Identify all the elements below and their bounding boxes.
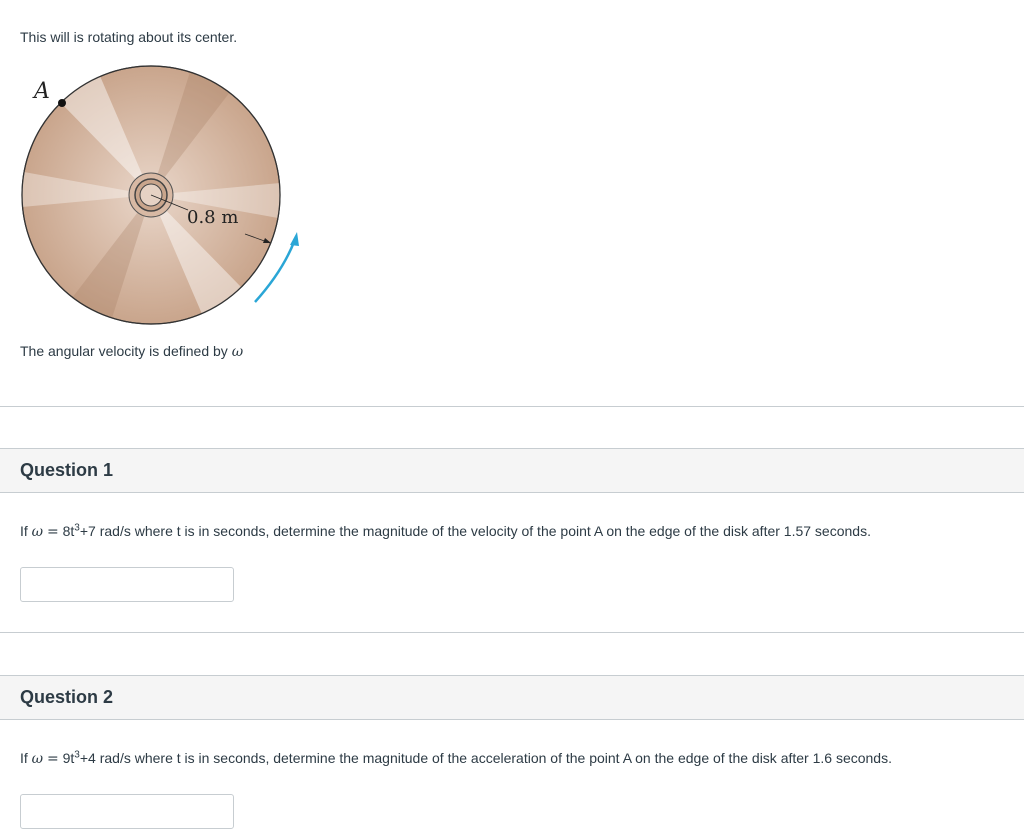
question-1-omega: ω [31,524,44,540]
question-2-omega: ω [31,751,44,767]
omega-definition [20,343,243,360]
question-2-coef: 9t [62,750,75,766]
question-2-rest: +4 rad/s where t is in seconds, determine the magnitude of the acceleration of the point A on the edge of the disk after 1.6 seconds. [79,750,892,766]
question-1-coef: 8t [62,523,75,539]
divider [0,632,1024,633]
question-1-title: Question 1 [20,460,114,480]
question-1-header [0,448,1024,493]
question-2-header [0,675,1024,720]
question-2-equals: = [46,751,59,767]
omega-sentence: The angular velocity is defined by [20,343,228,359]
divider [0,406,1024,407]
question-1-text [20,523,871,540]
question-1-equals: = [46,524,59,540]
point-a-marker [58,99,66,107]
radius-label: 0.8 m [187,207,239,228]
question-1-answer-input[interactable] [20,567,234,602]
question-2-title: Question 2 [20,687,114,707]
question-2-prefix: If [20,750,28,766]
question-2-exponent: 3 [74,749,80,761]
question-2-answer-input[interactable] [20,794,234,829]
point-a-label: A [34,79,50,104]
question-2-text [20,750,892,767]
rotating-disk-figure [20,62,310,332]
intro-text: This will is rotating about its center. [20,29,238,45]
question-1-prefix: If [20,523,28,539]
question-1-exponent: 3 [74,522,80,534]
question-1-rest: +7 rad/s where t is in seconds, determine the magnitude of the velocity of the point A on the edge of the disk after 1.57 seconds. [79,523,871,539]
omega-symbol: ω [231,344,244,360]
